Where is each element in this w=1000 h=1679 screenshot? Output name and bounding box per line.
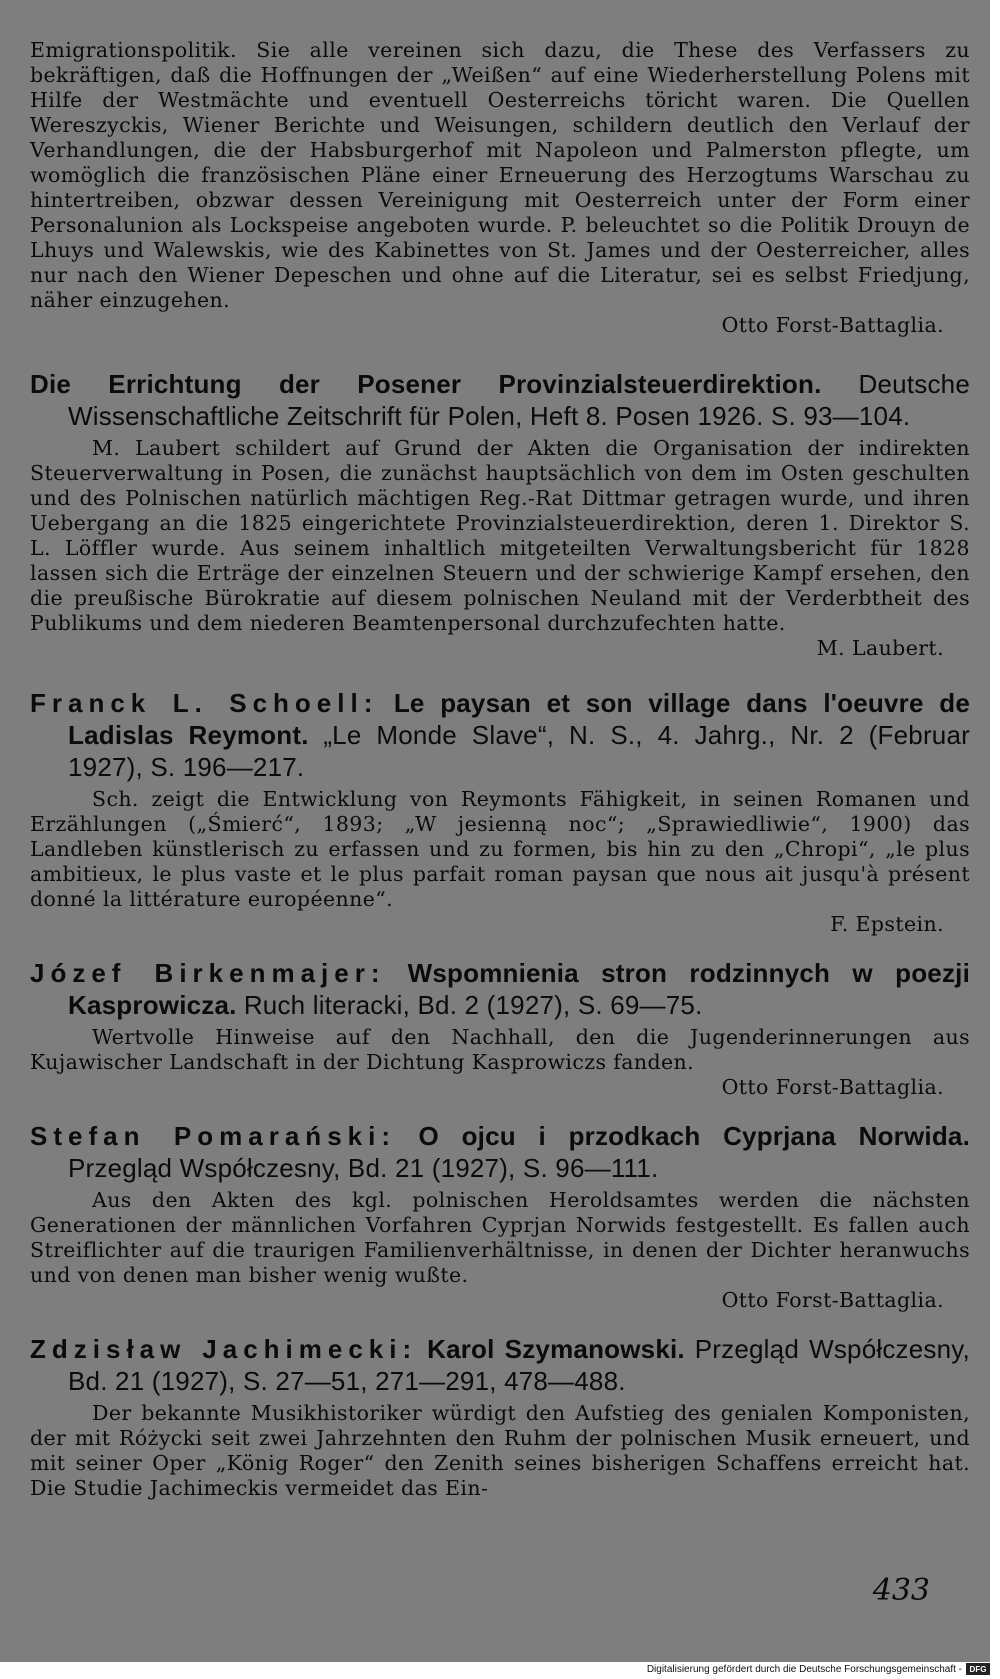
entry-author: Franck L. Schoell: xyxy=(30,688,379,718)
entry-author: Stefan Pomarański: xyxy=(30,1121,396,1151)
entry-author: Józef Birkenmajer: xyxy=(30,958,386,988)
dfg-logo-icon: DFG xyxy=(966,1663,990,1675)
entry-title: Die Errichtung der Posener Provinzialsteuerdirektion. xyxy=(30,369,822,399)
entry-text: Sch. zeigt die Entwicklung von Reymonts Fähigkeit, in seinen Romanen und Erzählungen („Śmierć“, 1893; „W jesienną noc“; „Sprawiedliwie“, 1900) das Landleben künstlerisch zu erfassen und zu formen, bis hin zu den „Chropi“, „le plus ambitieux, le plus vaste et le plus parfait roman paysan que nous ait jusqu'à présent donné la littérature européenne“. xyxy=(30,787,970,911)
entry-text: Wertvolle Hinweise auf den Nachhall, den die Jugenderinnerungen aus Kujawischer Landschaft in der Dichtung Kasprowiczs fanden. xyxy=(30,1025,970,1074)
entry-title: O ojcu i przodkach Cyprjana Norwida. xyxy=(418,1121,971,1151)
entry-signature: F. Epstein. xyxy=(830,912,944,936)
review-entry-1 xyxy=(30,368,970,661)
entry-signature: M. Laubert. xyxy=(816,636,944,660)
entry-heading xyxy=(30,687,970,783)
review-entry-5 xyxy=(30,1333,970,1501)
continuation-text: Emigrationspolitik. Sie alle vereinen sich dazu, die These des Verfassers zu bekräftigen, daß die Hoffnungen der „Weißen“ auf eine Wiederherstellung Polens mit Hilfe der Westmächte und eventuell Oesterreichs töricht waren. Die Quellen Wereszyckis, Wiener Berichte und Weisungen, schildern deutlich den Verlauf der Verhandlungen, die der Habsburgerhof mit Napoleon und Palmerston pflegte, um womöglich die französischen Pläne einer Erneuerung des Herzogtums Warschau zu hintertreiben, obzwar dessen Vereinigung mit Oesterreich unter der Form einer Personalunion als Lockspeise angeboten wurde. P. beleuchtet so die Politik Drouyn de Lhuys und Walewskis, wie des Kabinettes von St. James und der Oesterreicher, alles nur nach den Wiener Depeschen und ohne auf die Literatur, sei es selbst Friedjung, näher einzugehen. xyxy=(30,38,970,312)
entry-source: Przegląd Współczesny, Bd. 21 (1927), S. 27—51, 271—291, 478—488. xyxy=(68,1334,970,1396)
entry-text: Der bekannte Musikhistoriker würdigt den Aufstieg des genialen Komponisten, der mit Różycki seit zwei Jahrzehnten den Ruhm der polnischen Musik erneuert, und mit seiner Oper „König Roger“ den Zenith seines bisherigen Schaffens erreicht hat. Die Studie Jachimeckis vermeidet das Ein- xyxy=(30,1401,970,1500)
entry-heading xyxy=(30,957,970,1021)
entry-heading xyxy=(30,1333,970,1397)
continuation-entry xyxy=(30,38,970,338)
review-entry-2 xyxy=(30,687,970,937)
review-entry-4 xyxy=(30,1120,970,1313)
entry-author: Zdzisław Jachimecki: xyxy=(30,1334,418,1364)
entry-source: Przegląd Współczesny, Bd. 21 (1927), S. 96—111. xyxy=(68,1153,659,1183)
continuation-signature: Otto Forst-Battaglia. xyxy=(721,313,944,337)
text-column xyxy=(30,38,970,1501)
entry-heading xyxy=(30,368,970,432)
footer-credit: Digitalisierung gefördert durch die Deutsche Forschungsgemeinschaft - xyxy=(646,1664,962,1675)
entry-signature: Otto Forst-Battaglia. xyxy=(721,1075,944,1099)
entry-title: Wspomnienia stron rodzinnych w poezji Kasprowicza. xyxy=(68,958,970,1020)
review-entry-3 xyxy=(30,957,970,1100)
entry-text: Aus den Akten des kgl. polnischen Heroldsamtes werden die nächsten Generationen der männlichen Vorfahren Cyprjan Norwids festgestellt. Es fallen auch Streiflichter auf die traurigen Familienverhältnisse, in denen der Dichter heranwuchs und von denen man bisher wenig wußte. xyxy=(30,1188,970,1287)
page-number: 433 xyxy=(872,1573,930,1608)
entry-title: Le paysan et son village dans l'oeuvre de Ladislas Reymont. xyxy=(68,688,970,750)
entry-title: Karol Szymanowski. xyxy=(427,1334,685,1364)
entry-text: M. Laubert schildert auf Grund der Akten die Organisation der indirekten Steuerverwaltung in Posen, die zunächst hauptsächlich von dem im Osten geschulten und des Polnischen natürlich mächtigen Reg.-Rat Dittmar getragen wurde, und ihren Uebergang an die 1825 eingerichtete Provinzialsteuerdirektion, deren 1. Direktor S. L. Löffler wurde. Aus seinem inhaltlich mitgeteilten Verwaltungsbericht für 1828 lassen sich die Erträge der einzelnen Steuern und der schwierige Kampf ersehen, den die preußische Bürokratie auf diesem polnischen Neuland mit der Verderbtheit des Publikums und dem niederen Beamtenpersonal durchzufechten hatte. xyxy=(30,436,970,635)
entry-source: „Le Monde Slave“, N. S., 4. Jahrg., Nr. 2 (Februar 1927), S. 196—217. xyxy=(68,720,970,782)
entry-source: Deutsche Wissenschaftliche Zeitschrift für Polen, Heft 8. Posen 1926. S. 93—104. xyxy=(68,369,970,431)
entry-signature: Otto Forst-Battaglia. xyxy=(721,1288,944,1312)
entry-heading xyxy=(30,1120,970,1184)
entry-source: Ruch literacki, Bd. 2 (1927), S. 69—75. xyxy=(243,990,703,1020)
